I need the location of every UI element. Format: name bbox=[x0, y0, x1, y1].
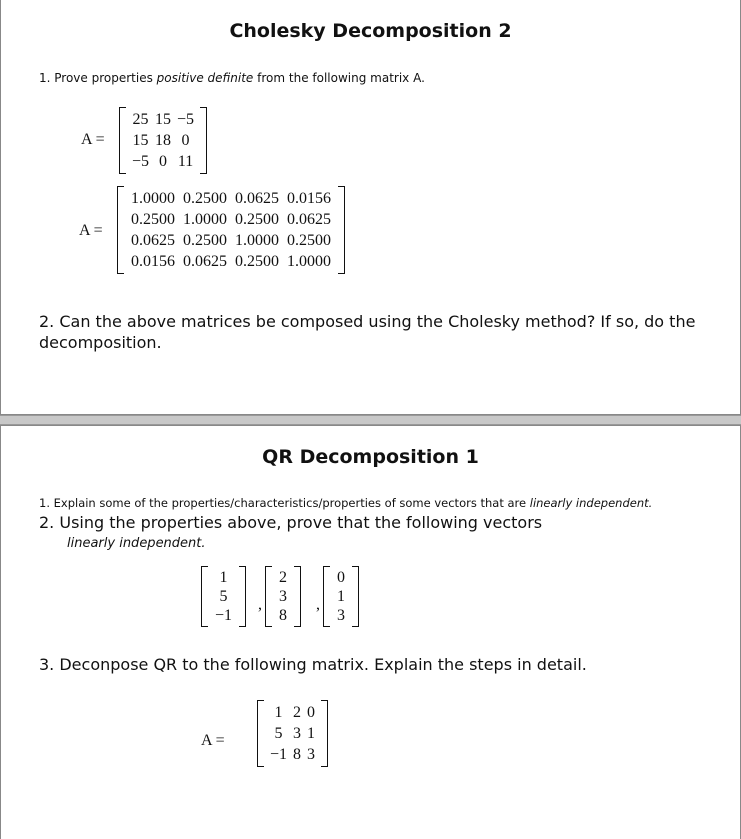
matrix-cell: −1 bbox=[270, 746, 288, 763]
vector-separator: , bbox=[258, 596, 262, 613]
matrix-row bbox=[275, 587, 291, 606]
matrix-row bbox=[129, 130, 197, 151]
matrix-cell: −5 bbox=[132, 153, 150, 170]
matrix-cell: 0.0156 bbox=[287, 190, 331, 207]
matrix-row bbox=[211, 606, 236, 625]
matrix-a bbox=[119, 107, 207, 174]
matrix-cell: 25 bbox=[132, 111, 149, 128]
question-1: 1. Explain some of the properties/characteristics/properties of some vectors that are linearly independent. bbox=[39, 496, 653, 510]
matrix-cell: 0.2500 bbox=[235, 211, 279, 228]
question-2: 2. Using the properties above, prove that the following vectors bbox=[39, 513, 543, 532]
matrix-cell: 1.0000 bbox=[235, 232, 279, 249]
matrix-row bbox=[127, 251, 335, 272]
matrix-a-label: A = bbox=[201, 732, 225, 749]
matrix-cell: 2 bbox=[293, 704, 302, 721]
vector-separator: , bbox=[316, 596, 320, 613]
matrix-cell: 0.0625 bbox=[131, 232, 175, 249]
matrix-row bbox=[267, 744, 318, 765]
matrix-cell: 1.0000 bbox=[287, 253, 331, 270]
matrix-cell: 0.0156 bbox=[131, 253, 175, 270]
matrix-cell: 1 bbox=[307, 725, 316, 742]
matrix-cell: 0 bbox=[159, 153, 168, 170]
matrix-cell: 8 bbox=[279, 607, 287, 624]
matrix-cell: 15 bbox=[132, 132, 149, 149]
matrix-cell: 0 bbox=[307, 704, 316, 721]
matrix-b-label: A = bbox=[79, 222, 103, 239]
matrix-cell: 0 bbox=[181, 132, 190, 149]
qr-panel bbox=[0, 425, 741, 839]
matrix-cell: 0.0625 bbox=[183, 253, 227, 270]
matrix-cell: 1.0000 bbox=[131, 190, 175, 207]
matrix-row bbox=[333, 587, 349, 606]
matrix-cell: −5 bbox=[177, 111, 195, 128]
section-title: Cholesky Decomposition 2 bbox=[229, 20, 512, 42]
matrix-row bbox=[275, 568, 291, 587]
matrix-cell: 0.2500 bbox=[183, 190, 227, 207]
matrix-cell: 8 bbox=[293, 746, 302, 763]
question-2: 2. Can the above matrices be composed using the Cholesky method? If so, do the decomposition. bbox=[39, 312, 696, 352]
matrix-cell: 5 bbox=[274, 725, 283, 742]
matrix-cell: 0.0625 bbox=[287, 211, 331, 228]
matrix-cell: 1 bbox=[219, 569, 228, 586]
question-2-continuation: linearly independent. bbox=[67, 536, 206, 551]
matrix-row bbox=[267, 702, 318, 723]
matrix-cell: 2 bbox=[279, 569, 287, 586]
matrix-cell: 18 bbox=[155, 132, 172, 149]
matrix-row bbox=[333, 606, 349, 625]
vector-2 bbox=[265, 566, 301, 627]
vector-3 bbox=[323, 566, 359, 627]
matrix-cell: 11 bbox=[177, 153, 194, 170]
matrix-cell: 3 bbox=[293, 725, 302, 742]
matrix-cell: 5 bbox=[219, 588, 228, 605]
matrix-cell: −1 bbox=[215, 607, 233, 624]
matrix-row bbox=[275, 606, 291, 625]
matrix-cell: 0.2500 bbox=[183, 232, 227, 249]
vector-1 bbox=[201, 566, 246, 627]
question-1: 1. Prove properties positive definite from the following matrix A. bbox=[39, 71, 425, 85]
matrix-row bbox=[129, 109, 197, 130]
matrix-row bbox=[333, 568, 349, 587]
panel-divider bbox=[0, 415, 741, 425]
section-title: QR Decomposition 1 bbox=[262, 446, 479, 468]
matrix-cell: 15 bbox=[155, 111, 172, 128]
matrix-cell: 1 bbox=[337, 588, 345, 605]
matrix-row bbox=[129, 151, 197, 172]
question-3: 3. Deconpose QR to the following matrix. Explain the steps in detail. bbox=[39, 655, 587, 674]
matrix-b bbox=[117, 186, 345, 274]
matrix-row bbox=[211, 568, 236, 587]
matrix-cell: 0.2500 bbox=[235, 253, 279, 270]
matrix-cell: 0.2500 bbox=[131, 211, 175, 228]
matrix-row bbox=[267, 723, 318, 744]
matrix-cell: 1 bbox=[274, 704, 283, 721]
matrix-cell: 0.2500 bbox=[287, 232, 331, 249]
matrix-cell: 3 bbox=[279, 588, 287, 605]
matrix-row bbox=[127, 188, 335, 209]
matrix-cell: 0 bbox=[337, 569, 345, 586]
matrix-cell: 1.0000 bbox=[183, 211, 227, 228]
cholesky-panel bbox=[0, 0, 741, 415]
matrix-cell: 0.0625 bbox=[235, 190, 279, 207]
matrix-cell: 3 bbox=[307, 746, 316, 763]
matrix-a bbox=[257, 700, 328, 767]
matrix-row bbox=[127, 209, 335, 230]
matrix-row bbox=[211, 587, 236, 606]
matrix-row bbox=[127, 230, 335, 251]
matrix-a-label: A = bbox=[81, 131, 105, 148]
matrix-cell: 3 bbox=[337, 607, 345, 624]
